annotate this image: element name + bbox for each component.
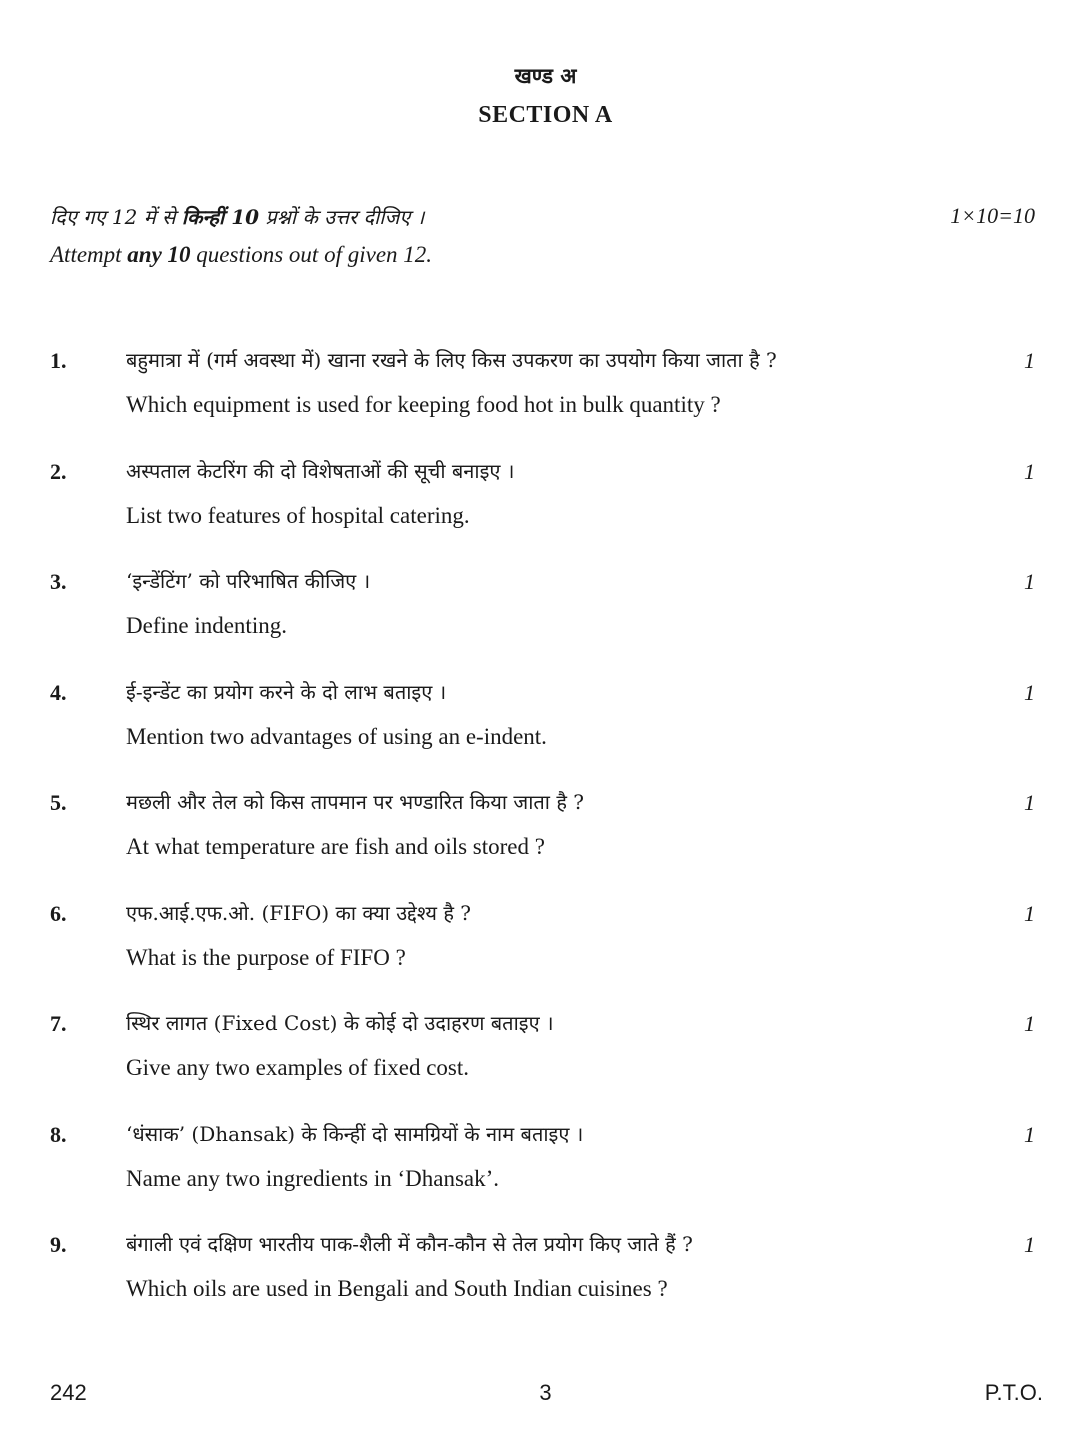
question-5	[0, 788, 1091, 888]
instruction-english-part1: Attempt	[50, 242, 128, 267]
question-text-hindi: ई-इन्डेंट का प्रयोग करने के दो लाभ बताइए ।	[126, 680, 447, 704]
question-text-english: Give any two examples of fixed cost.	[126, 1055, 469, 1080]
question-text-hindi: ‘धंसाक’ (Dhansak) के किन्हीं दो सामग्रियों के नाम बताइए ।	[126, 1122, 584, 1146]
question-text-english: List two features of hospital catering.	[126, 503, 470, 528]
question-marks: 1	[1024, 459, 1035, 484]
question-marks: 1	[1024, 569, 1035, 594]
instruction-english-part2: questions out of given 12.	[190, 242, 433, 267]
question-text-hindi: स्थिर लागत (Fixed Cost) के कोई दो उदाहरण बताइए ।	[126, 1011, 554, 1035]
question-text-hindi: बंगाली एवं दक्षिण भारतीय पाक-शैली में कौन-कौन से तेल प्रयोग किए जाते हैं ?	[126, 1232, 693, 1256]
question-number: 6.	[50, 901, 67, 926]
pto-label: P.T.O.	[984, 1380, 1043, 1405]
question-text-hindi: बहुमात्रा में (गर्म अवस्था में) खाना रखने के लिए किस उपकरण का उपयोग किया जाता है ?	[126, 348, 777, 372]
question-number: 7.	[50, 1011, 67, 1036]
question-number: 1.	[50, 348, 67, 373]
question-text-english: Mention two advantages of using an e-indent.	[126, 724, 547, 749]
page-number: 3	[539, 1380, 552, 1405]
question-number: 4.	[50, 680, 67, 705]
question-text-hindi: अस्पताल केटरिंग की दो विशेषताओं की सूची बनाइए ।	[126, 459, 515, 483]
instruction-english-bold: any 10	[127, 242, 191, 267]
paper-code: 242	[50, 1380, 87, 1405]
instruction-hindi-part2: प्रश्नों के उत्तर दीजिए ।	[259, 205, 425, 229]
question-marks: 1	[1024, 1011, 1035, 1036]
question-marks: 1	[1024, 790, 1035, 815]
question-text-hindi: मछली और तेल को किस तापमान पर भण्डारित किया जाता है ?	[126, 790, 585, 814]
question-text-english: Which equipment is used for keeping food hot in bulk quantity ?	[126, 392, 721, 417]
question-marks: 1	[1024, 1232, 1035, 1257]
question-2	[0, 457, 1091, 557]
question-number: 2.	[50, 459, 67, 484]
question-text-hindi: ‘इन्डेंटिंग’ को परिभाषित कीजिए ।	[126, 569, 371, 593]
question-number: 8.	[50, 1122, 67, 1147]
question-number: 9.	[50, 1232, 67, 1257]
question-6	[0, 899, 1091, 999]
question-text-english: At what temperature are fish and oils stored ?	[126, 834, 545, 859]
instruction-hindi-part1: दिए गए 12 में से	[50, 205, 182, 229]
question-text-english: What is the purpose of FIFO ?	[126, 945, 406, 970]
question-number: 3.	[50, 569, 67, 594]
question-marks: 1	[1024, 348, 1035, 373]
question-text-hindi: एफ.आई.एफ.ओ. (FIFO) का क्या उद्देश्य है ?	[126, 901, 472, 925]
question-1	[0, 346, 1091, 446]
question-7	[0, 1009, 1091, 1109]
instruction-hindi-bold: किन्हीं 10	[181, 205, 260, 229]
instruction-hindi	[50, 203, 424, 230]
question-marks: 1	[1024, 680, 1035, 705]
question-number: 5.	[50, 790, 67, 815]
question-text-english: Define indenting.	[126, 613, 287, 638]
question-marks: 1	[1024, 901, 1035, 926]
question-3	[0, 567, 1091, 667]
section-title: SECTION A	[478, 102, 613, 128]
section-title-hindi: खण्ड अ	[514, 63, 577, 88]
question-4	[0, 678, 1091, 778]
question-marks: 1	[1024, 1122, 1035, 1147]
question-8	[0, 1120, 1091, 1220]
instruction-marks: 1×10=10	[950, 203, 1035, 228]
question-text-english: Name any two ingredients in ‘Dhansak’.	[126, 1166, 500, 1191]
question-9	[0, 1230, 1091, 1330]
question-text-english: Which oils are used in Bengali and South Indian cuisines ?	[126, 1276, 668, 1301]
instruction-english	[50, 242, 432, 268]
